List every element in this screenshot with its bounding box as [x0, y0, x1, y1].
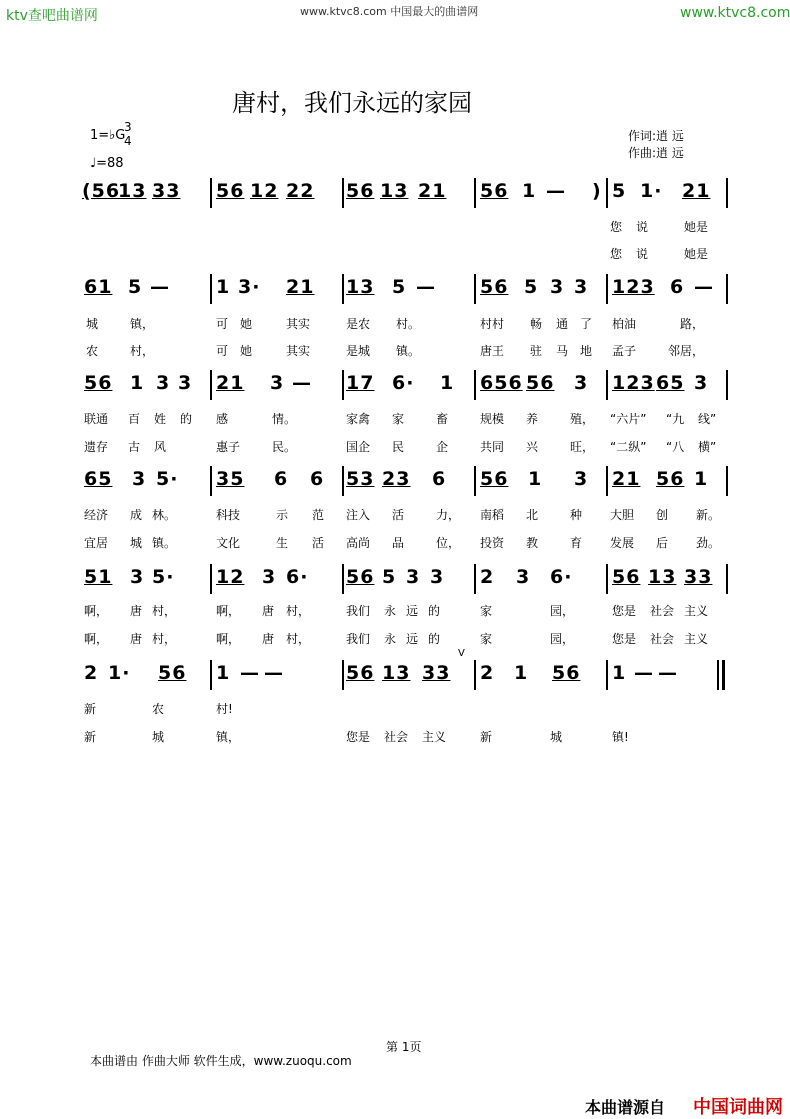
note-token: 21 — [286, 276, 315, 298]
lyric-syllable: 主义 — [684, 604, 709, 618]
lyric-syllable: 惠子 — [216, 440, 241, 454]
note-token: 3 — [550, 276, 565, 298]
lyric-syllable: 的 — [180, 412, 193, 426]
note-token: 13 — [118, 180, 147, 202]
note-token: 6 — [274, 468, 289, 490]
site-logo-right[interactable]: www.ktvc8.com — [680, 5, 790, 21]
source-label: 本曲谱源自 — [585, 1098, 666, 1117]
note-token: — — [416, 276, 436, 298]
note-token: 1 — [522, 180, 537, 202]
lyric-syllable: 宜居 — [84, 536, 109, 550]
lyric-syllable: 是农 — [346, 317, 371, 331]
note-token: 33 — [684, 566, 713, 588]
lyric-syllable: 您 — [610, 220, 623, 234]
note-token: 5 — [382, 566, 397, 588]
note-token: ) — [592, 180, 602, 202]
note-token: 1 — [440, 372, 455, 394]
note-token: 3 — [574, 468, 589, 490]
lyric-syllable: 地 — [580, 344, 593, 358]
bar-line — [342, 274, 344, 304]
note-token: 17 — [346, 372, 375, 394]
note-token: 6 — [432, 468, 447, 490]
lyric-syllable: 文化 — [216, 536, 241, 550]
note-token: 1· — [108, 662, 131, 684]
lyric-syllable: 村， — [130, 344, 155, 358]
lyric-syllable: 规模 — [480, 412, 505, 426]
page-number: 第 1页 — [386, 1040, 422, 1054]
lyric-syllable: 农 — [152, 702, 165, 716]
lyric-syllable: 啊， — [84, 632, 109, 646]
note-token: 13 — [648, 566, 677, 588]
note-token: 3 — [574, 372, 589, 394]
lyric-syllable: 远 — [406, 604, 419, 618]
note-token: 1 — [130, 372, 145, 394]
note-token: 1 — [612, 662, 627, 684]
note-token: 22 — [286, 180, 315, 202]
note-token: — — [634, 662, 654, 684]
lyric-syllable: 远 — [406, 632, 419, 646]
note-token: 13 — [346, 276, 375, 298]
lyric-syllable: 畅 — [530, 317, 543, 331]
lyric-syllable: 家 — [392, 412, 405, 426]
note-token: 56 — [158, 662, 187, 684]
lyric-syllable: 古 — [128, 440, 141, 454]
bar-line — [726, 178, 728, 208]
lyric-syllable: “九 — [666, 412, 685, 426]
lyric-syllable: 社会 — [650, 604, 675, 618]
lyric-syllable: 主义 — [684, 632, 709, 646]
lyric-syllable: 城 — [550, 730, 563, 744]
note-token: 65 — [84, 468, 113, 490]
lyric-syllable: “八 — [666, 440, 685, 454]
note-token: 3 — [430, 566, 445, 588]
lyric-syllable: 家禽 — [346, 412, 371, 426]
bar-line — [606, 178, 608, 208]
lyric-syllable: 育 — [570, 536, 583, 550]
lyric-syllable: 镇， — [216, 730, 241, 744]
note-token: 3 — [130, 566, 145, 588]
lyric-syllable: 村。 — [396, 317, 421, 331]
bar-line — [210, 370, 212, 400]
lyric-syllable: 科技 — [216, 508, 241, 522]
lyric-syllable: 风 — [154, 440, 167, 454]
lyric-syllable: 发展 — [610, 536, 635, 550]
lyric-syllable: 邻居， — [668, 344, 705, 358]
bar-line — [342, 178, 344, 208]
lyric-syllable: 线” — [698, 412, 717, 426]
bar-line — [474, 564, 476, 594]
lyric-syllable: 村， — [152, 632, 177, 646]
note-token: 65 — [656, 372, 685, 394]
note-token: 5 — [128, 276, 143, 298]
note-token: 6 — [310, 468, 325, 490]
lyric-syllable: 镇， — [130, 317, 155, 331]
lyric-syllable: 了 — [580, 317, 593, 331]
note-token: 5· — [156, 468, 179, 490]
bar-line — [726, 370, 728, 400]
bar-line — [606, 564, 608, 594]
note-token: 56 — [480, 276, 509, 298]
bar-line — [474, 370, 476, 400]
lyric-syllable: “二纵” — [610, 440, 647, 454]
note-token: 3 — [132, 468, 147, 490]
lyric-syllable: 活 — [392, 508, 405, 522]
meter-bottom: 4 — [124, 134, 132, 148]
note-token: 51 — [84, 566, 113, 588]
lyric-syllable: 的 — [428, 632, 441, 646]
note-token: 56 — [612, 566, 641, 588]
lyric-syllable: 其实 — [286, 344, 311, 358]
composer-credit: 作曲:逍 远 — [628, 146, 684, 160]
lyric-syllable: 遗存 — [84, 440, 109, 454]
lyric-syllable: 镇。 — [396, 344, 421, 358]
lyric-syllable: 高尚 — [346, 536, 371, 550]
lyric-syllable: 北 — [526, 508, 539, 522]
note-token: 5 — [524, 276, 539, 298]
lyric-syllable: 啊， — [216, 632, 241, 646]
note-token: 21 — [418, 180, 447, 202]
lyric-syllable: 兴 — [526, 440, 539, 454]
note-token: 53 — [346, 468, 375, 490]
lyric-syllable: 她是 — [684, 247, 709, 261]
bar-line — [210, 274, 212, 304]
lyric-syllable: 企 — [436, 440, 449, 454]
lyric-syllable: 林。 — [152, 508, 177, 522]
lyric-syllable: 村! — [216, 702, 233, 716]
note-token: 1 — [216, 276, 231, 298]
bar-line — [726, 466, 728, 496]
lyric-syllable: 新。 — [696, 508, 721, 522]
lyric-syllable: 情。 — [272, 412, 297, 426]
bar-line — [342, 660, 344, 690]
bar-line — [210, 178, 212, 208]
lyricist-credit: 作词:逍 远 — [628, 129, 684, 143]
lyric-syllable: 您 — [610, 247, 623, 261]
site-logo-left[interactable]: ktv查吧曲谱网 — [6, 8, 98, 24]
note-token: 12 — [216, 566, 245, 588]
lyric-syllable: 大胆 — [610, 508, 635, 522]
lyric-syllable: 村， — [286, 632, 311, 646]
lyric-syllable: 村村 — [480, 317, 505, 331]
note-token: 13 — [380, 180, 409, 202]
lyric-syllable: 旺， — [570, 440, 595, 454]
note-token: 56 — [526, 372, 555, 394]
credits — [628, 128, 684, 162]
lyric-syllable: 横” — [698, 440, 717, 454]
lyric-syllable: 唐 — [262, 604, 275, 618]
lyric-syllable: 创 — [656, 508, 669, 522]
lyric-syllable: 可 — [216, 344, 229, 358]
lyric-syllable: 的 — [428, 604, 441, 618]
note-token: — — [240, 662, 260, 684]
lyric-syllable: 村， — [152, 604, 177, 618]
meter-top: 3 — [124, 120, 132, 134]
note-token: 12 — [250, 180, 279, 202]
source-brand[interactable]: 中国词曲网 — [693, 1097, 783, 1118]
note-token: 3 — [574, 276, 589, 298]
lyric-syllable: 她 — [240, 317, 253, 331]
lyric-syllable: 生 — [276, 536, 289, 550]
note-token: 56 — [346, 566, 375, 588]
lyric-syllable: 我们 — [346, 632, 371, 646]
lyric-syllable: 路， — [680, 317, 705, 331]
bar-line — [474, 178, 476, 208]
note-token: (56 — [82, 180, 121, 202]
lyric-syllable: 通 — [556, 317, 569, 331]
bar-line — [606, 370, 608, 400]
note-token: 656 — [480, 372, 523, 394]
lyric-syllable: 可 — [216, 317, 229, 331]
note-token: 123 — [612, 276, 655, 298]
lyric-syllable: 家 — [480, 632, 493, 646]
bar-line — [342, 370, 344, 400]
note-token: 2 — [84, 662, 99, 684]
note-token: 56 — [346, 662, 375, 684]
lyric-syllable: 姓 — [154, 412, 167, 426]
note-token: 3 — [262, 566, 277, 588]
lyric-syllable: 社会 — [384, 730, 409, 744]
lyric-syllable: 民。 — [272, 440, 297, 454]
lyric-syllable: 您是 — [612, 604, 637, 618]
lyric-syllable: 园， — [550, 632, 575, 646]
bar-line — [474, 660, 476, 690]
lyric-syllable: 殖， — [570, 412, 595, 426]
note-token: 1 — [216, 662, 231, 684]
bar-line — [606, 274, 608, 304]
bar-line — [606, 660, 608, 690]
lyric-syllable: 社会 — [650, 632, 675, 646]
lyric-syllable: 主义 — [422, 730, 447, 744]
note-token: 21 — [216, 372, 245, 394]
note-token: 3 — [178, 372, 193, 394]
note-token: 2 — [480, 662, 495, 684]
lyric-syllable: 范 — [312, 508, 325, 522]
lyric-syllable: 联通 — [84, 412, 109, 426]
note-token: 56 — [552, 662, 581, 684]
lyric-syllable: 感 — [216, 412, 229, 426]
bar-line — [722, 660, 725, 690]
key-signature: 1=♭G — [90, 128, 126, 143]
time-signature — [124, 120, 132, 148]
song-title: 唐村，我们永远的家园 — [232, 89, 472, 117]
bar-line — [342, 466, 344, 496]
bar-line — [726, 274, 728, 304]
generator-note: 本曲谱由 作曲大师 软件生成，www.zuoqu.com — [90, 1054, 352, 1068]
lyric-syllable: 劲。 — [696, 536, 721, 550]
lyric-syllable: 位， — [436, 536, 461, 550]
lyric-syllable: 镇。 — [152, 536, 177, 550]
note-token: — — [694, 276, 714, 298]
lyric-syllable: 示 — [276, 508, 289, 522]
note-token: 1 — [514, 662, 529, 684]
note-token: 56 — [84, 372, 113, 394]
lyric-syllable: 国企 — [346, 440, 371, 454]
lyric-syllable: 啊， — [216, 604, 241, 618]
note-token: 56 — [480, 180, 509, 202]
note-token: 5 — [612, 180, 627, 202]
note-token: 1 — [694, 468, 709, 490]
lyric-syllable: 唐 — [262, 632, 275, 646]
lyric-syllable: 新 — [84, 702, 97, 716]
lyric-syllable: 园， — [550, 604, 575, 618]
lyric-syllable: 经济 — [84, 508, 109, 522]
lyric-syllable: 养 — [526, 412, 539, 426]
note-token: 6· — [392, 372, 415, 394]
lyric-syllable: 她 — [240, 344, 253, 358]
bar-line — [474, 466, 476, 496]
lyric-syllable: 城 — [86, 317, 99, 331]
bar-line — [210, 466, 212, 496]
tempo-marking: ♩=88 — [90, 156, 124, 171]
note-token: 33 — [422, 662, 451, 684]
lyric-syllable: 说 — [636, 220, 649, 234]
lyric-syllable: 村， — [286, 604, 311, 618]
lyric-syllable: 品 — [392, 536, 405, 550]
note-token: 21 — [612, 468, 641, 490]
note-token: 21 — [682, 180, 711, 202]
bar-line — [474, 274, 476, 304]
lyric-syllable: “六片” — [610, 412, 647, 426]
note-token: 6· — [286, 566, 309, 588]
lyric-syllable: 百 — [128, 412, 141, 426]
final-bar-line — [717, 660, 719, 690]
note-token: 23 — [382, 468, 411, 490]
note-token: 123 — [612, 372, 655, 394]
lyric-syllable: 南稻 — [480, 508, 505, 522]
bar-line — [606, 466, 608, 496]
note-token: 5· — [152, 566, 175, 588]
note-token: 35 — [216, 468, 245, 490]
lyric-syllable: 新 — [84, 730, 97, 744]
note-token: — — [264, 662, 284, 684]
lyric-syllable: 注入 — [346, 508, 371, 522]
lyric-syllable: 唐王 — [480, 344, 505, 358]
lyric-syllable: 城 — [130, 536, 143, 550]
lyric-syllable: 城 — [152, 730, 165, 744]
bar-line — [210, 660, 212, 690]
lyric-syllable: 唐 — [130, 604, 143, 618]
lyric-syllable: 马 — [556, 344, 569, 358]
note-token: 33 — [152, 180, 181, 202]
note-token: 6 — [670, 276, 685, 298]
lyric-syllable: 畜 — [436, 412, 449, 426]
lyric-syllable: 教 — [526, 536, 539, 550]
note-token: 1 — [528, 468, 543, 490]
bar-line — [726, 564, 728, 594]
note-token: 2 — [480, 566, 495, 588]
note-token: 6· — [550, 566, 573, 588]
lyric-syllable: 后 — [656, 536, 669, 550]
note-token: 3· — [238, 276, 261, 298]
lyric-syllable: 您是 — [346, 730, 371, 744]
lyric-syllable: 驻 — [530, 344, 543, 358]
lyric-syllable: 共同 — [480, 440, 505, 454]
note-token: 3 — [270, 372, 285, 394]
lyric-syllable: 民 — [392, 440, 405, 454]
breath-mark: V — [458, 648, 465, 659]
note-token: — — [546, 180, 566, 202]
lyric-syllable: 其实 — [286, 317, 311, 331]
lyric-syllable: 孟子 — [612, 344, 637, 358]
note-token: 3 — [694, 372, 709, 394]
note-token: 56 — [480, 468, 509, 490]
lyric-syllable: 您是 — [612, 632, 637, 646]
lyric-syllable: 家 — [480, 604, 493, 618]
site-banner-center[interactable]: www.ktvc8.com 中国最大的曲谱网 — [300, 5, 479, 18]
note-token: 5 — [392, 276, 407, 298]
lyric-syllable: 她是 — [684, 220, 709, 234]
lyric-syllable: 唐 — [130, 632, 143, 646]
lyric-syllable: 永 — [384, 604, 397, 618]
note-token: 3 — [516, 566, 531, 588]
lyric-syllable: 说 — [636, 247, 649, 261]
bar-line — [210, 564, 212, 594]
lyric-syllable: 农 — [86, 344, 99, 358]
note-token: 56 — [216, 180, 245, 202]
note-token: — — [658, 662, 678, 684]
note-token: 1· — [640, 180, 663, 202]
lyric-syllable: 我们 — [346, 604, 371, 618]
note-token: 3 — [406, 566, 421, 588]
note-token: 56 — [656, 468, 685, 490]
lyric-syllable: 啊， — [84, 604, 109, 618]
lyric-syllable: 投资 — [480, 536, 505, 550]
note-token: — — [292, 372, 312, 394]
note-token: 61 — [84, 276, 113, 298]
lyric-syllable: 柏油 — [612, 317, 637, 331]
lyric-syllable: 种 — [570, 508, 583, 522]
lyric-syllable: 永 — [384, 632, 397, 646]
note-token: 3 — [156, 372, 171, 394]
lyric-syllable: 力， — [436, 508, 461, 522]
note-token: — — [150, 276, 170, 298]
note-token: 13 — [382, 662, 411, 684]
note-token: 56 — [346, 180, 375, 202]
lyric-syllable: 新 — [480, 730, 493, 744]
lyric-syllable: 成 — [130, 508, 143, 522]
lyric-syllable: 是城 — [346, 344, 371, 358]
bar-line — [342, 564, 344, 594]
lyric-syllable: 活 — [312, 536, 325, 550]
lyric-syllable: 镇! — [612, 730, 629, 744]
